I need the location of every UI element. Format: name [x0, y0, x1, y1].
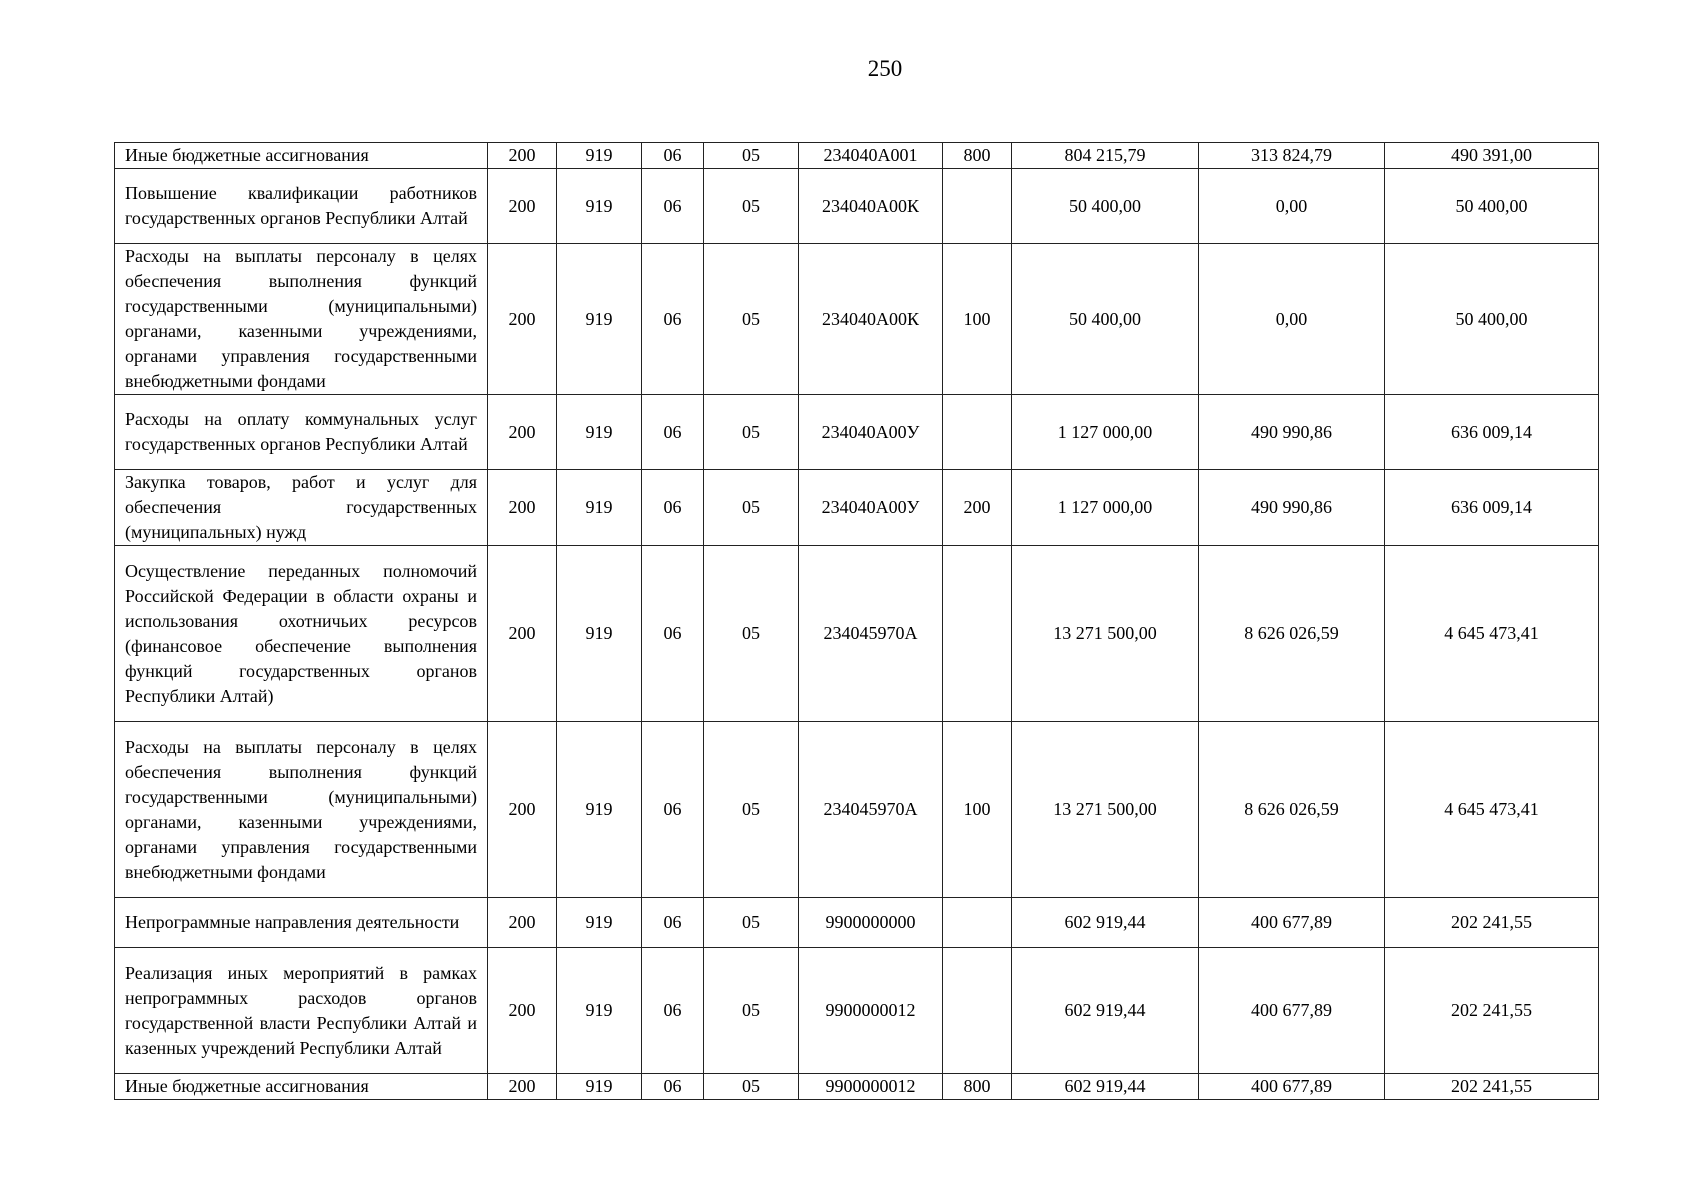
cell-code-3: 06 — [642, 169, 704, 244]
cell-code-2: 919 — [557, 948, 642, 1074]
table-row — [115, 546, 1599, 722]
cell-code-1: 200 — [488, 722, 557, 898]
cell-code-6: 800 — [943, 143, 1012, 169]
cell-code-4: 05 — [704, 546, 799, 722]
cell-code-3: 06 — [642, 1074, 704, 1100]
cell-code-1: 200 — [488, 395, 557, 470]
cell-value-2: 490 990,86 — [1199, 470, 1385, 546]
cell-code-4: 05 — [704, 722, 799, 898]
cell-code-6 — [943, 395, 1012, 470]
cell-name: Расходы на выплаты персоналу в целях обеспечения выполнения функций государственными (муниципальными) органами, казенными учреждениями, органами управления государственными внебюджетными фондами — [115, 722, 488, 898]
table-row — [115, 143, 1599, 169]
cell-code-5: 234040А00У — [799, 470, 943, 546]
table-row — [115, 470, 1599, 546]
table-row — [115, 244, 1599, 395]
cell-code-5: 234045970А — [799, 722, 943, 898]
table-row — [115, 169, 1599, 244]
cell-code-2: 919 — [557, 1074, 642, 1100]
cell-name: Иные бюджетные ассигнования — [115, 143, 488, 169]
cell-code-3: 06 — [642, 546, 704, 722]
cell-name: Непрограммные направления деятельности — [115, 898, 488, 948]
cell-code-5: 234040А00К — [799, 244, 943, 395]
cell-code-3: 06 — [642, 948, 704, 1074]
budget-table — [114, 142, 1599, 1100]
cell-code-4: 05 — [704, 470, 799, 546]
table-row — [115, 948, 1599, 1074]
cell-code-6: 200 — [943, 470, 1012, 546]
cell-value-1: 804 215,79 — [1012, 143, 1199, 169]
cell-value-3: 4 645 473,41 — [1385, 546, 1599, 722]
cell-name: Расходы на оплату коммунальных услуг государственных органов Республики Алтай — [115, 395, 488, 470]
cell-code-1: 200 — [488, 1074, 557, 1100]
cell-code-6 — [943, 898, 1012, 948]
cell-code-6: 800 — [943, 1074, 1012, 1100]
cell-code-1: 200 — [488, 143, 557, 169]
cell-code-5: 234040А00К — [799, 169, 943, 244]
cell-value-3: 636 009,14 — [1385, 395, 1599, 470]
cell-name: Закупка товаров, работ и услуг для обеспечения государственных (муниципальных) нужд — [115, 470, 488, 546]
cell-name: Осуществление переданных полномочий Российской Федерации в области охраны и использования охотничьих ресурсов (финансовое обеспечение выполнения функций государственных органов Республики Алтай) — [115, 546, 488, 722]
cell-value-2: 400 677,89 — [1199, 898, 1385, 948]
table-row — [115, 395, 1599, 470]
cell-code-1: 200 — [488, 898, 557, 948]
cell-code-3: 06 — [642, 470, 704, 546]
cell-code-6: 100 — [943, 244, 1012, 395]
cell-code-3: 06 — [642, 244, 704, 395]
cell-value-2: 0,00 — [1199, 169, 1385, 244]
cell-value-3: 202 241,55 — [1385, 948, 1599, 1074]
cell-value-3: 202 241,55 — [1385, 898, 1599, 948]
cell-code-3: 06 — [642, 722, 704, 898]
cell-value-1: 50 400,00 — [1012, 169, 1199, 244]
cell-code-5: 9900000000 — [799, 898, 943, 948]
cell-value-3: 202 241,55 — [1385, 1074, 1599, 1100]
cell-value-3: 490 391,00 — [1385, 143, 1599, 169]
table-row — [115, 722, 1599, 898]
page-number: 250 — [867, 56, 903, 81]
cell-value-2: 0,00 — [1199, 244, 1385, 395]
cell-code-5: 9900000012 — [799, 1074, 943, 1100]
cell-code-6 — [943, 169, 1012, 244]
cell-name: Реализация иных мероприятий в рамках непрограммных расходов органов государственной власти Республики Алтай и казенных учреждений Республики Алтай — [115, 948, 488, 1074]
cell-code-1: 200 — [488, 546, 557, 722]
cell-code-2: 919 — [557, 722, 642, 898]
cell-code-2: 919 — [557, 546, 642, 722]
cell-code-3: 06 — [642, 395, 704, 470]
cell-code-4: 05 — [704, 948, 799, 1074]
cell-name: Расходы на выплаты персоналу в целях обеспечения выполнения функций государственными (муниципальными) органами, казенными учреждениями, органами управления государственными внебюджетными фондами — [115, 244, 488, 395]
cell-value-1: 1 127 000,00 — [1012, 470, 1199, 546]
cell-code-1: 200 — [488, 948, 557, 1074]
cell-code-4: 05 — [704, 169, 799, 244]
cell-code-4: 05 — [704, 143, 799, 169]
cell-value-1: 602 919,44 — [1012, 898, 1199, 948]
cell-code-1: 200 — [488, 470, 557, 546]
cell-code-5: 234040А00У — [799, 395, 943, 470]
cell-code-2: 919 — [557, 169, 642, 244]
cell-value-1: 1 127 000,00 — [1012, 395, 1199, 470]
cell-name: Повышение квалификации работников государственных органов Республики Алтай — [115, 169, 488, 244]
table-row — [115, 1074, 1599, 1100]
cell-code-5: 9900000012 — [799, 948, 943, 1074]
cell-code-6 — [943, 546, 1012, 722]
cell-value-2: 400 677,89 — [1199, 1074, 1385, 1100]
cell-value-3: 4 645 473,41 — [1385, 722, 1599, 898]
cell-code-4: 05 — [704, 395, 799, 470]
cell-code-1: 200 — [488, 244, 557, 395]
cell-code-5: 234045970А — [799, 546, 943, 722]
cell-code-1: 200 — [488, 169, 557, 244]
cell-value-1: 602 919,44 — [1012, 948, 1199, 1074]
cell-code-2: 919 — [557, 898, 642, 948]
cell-code-4: 05 — [704, 244, 799, 395]
cell-value-3: 636 009,14 — [1385, 470, 1599, 546]
cell-code-2: 919 — [557, 244, 642, 395]
cell-code-2: 919 — [557, 470, 642, 546]
cell-code-2: 919 — [557, 143, 642, 169]
cell-value-1: 13 271 500,00 — [1012, 546, 1199, 722]
cell-code-6: 100 — [943, 722, 1012, 898]
cell-value-2: 490 990,86 — [1199, 395, 1385, 470]
cell-code-5: 234040А001 — [799, 143, 943, 169]
cell-value-2: 313 824,79 — [1199, 143, 1385, 169]
cell-code-3: 06 — [642, 898, 704, 948]
cell-value-3: 50 400,00 — [1385, 244, 1599, 395]
table-row — [115, 898, 1599, 948]
cell-value-1: 50 400,00 — [1012, 244, 1199, 395]
cell-value-2: 8 626 026,59 — [1199, 722, 1385, 898]
cell-value-1: 13 271 500,00 — [1012, 722, 1199, 898]
cell-value-2: 400 677,89 — [1199, 948, 1385, 1074]
cell-code-3: 06 — [642, 143, 704, 169]
cell-value-2: 8 626 026,59 — [1199, 546, 1385, 722]
cell-value-1: 602 919,44 — [1012, 1074, 1199, 1100]
cell-name: Иные бюджетные ассигнования — [115, 1074, 488, 1100]
cell-code-4: 05 — [704, 1074, 799, 1100]
cell-code-2: 919 — [557, 395, 642, 470]
cell-code-4: 05 — [704, 898, 799, 948]
cell-code-6 — [943, 948, 1012, 1074]
cell-value-3: 50 400,00 — [1385, 169, 1599, 244]
